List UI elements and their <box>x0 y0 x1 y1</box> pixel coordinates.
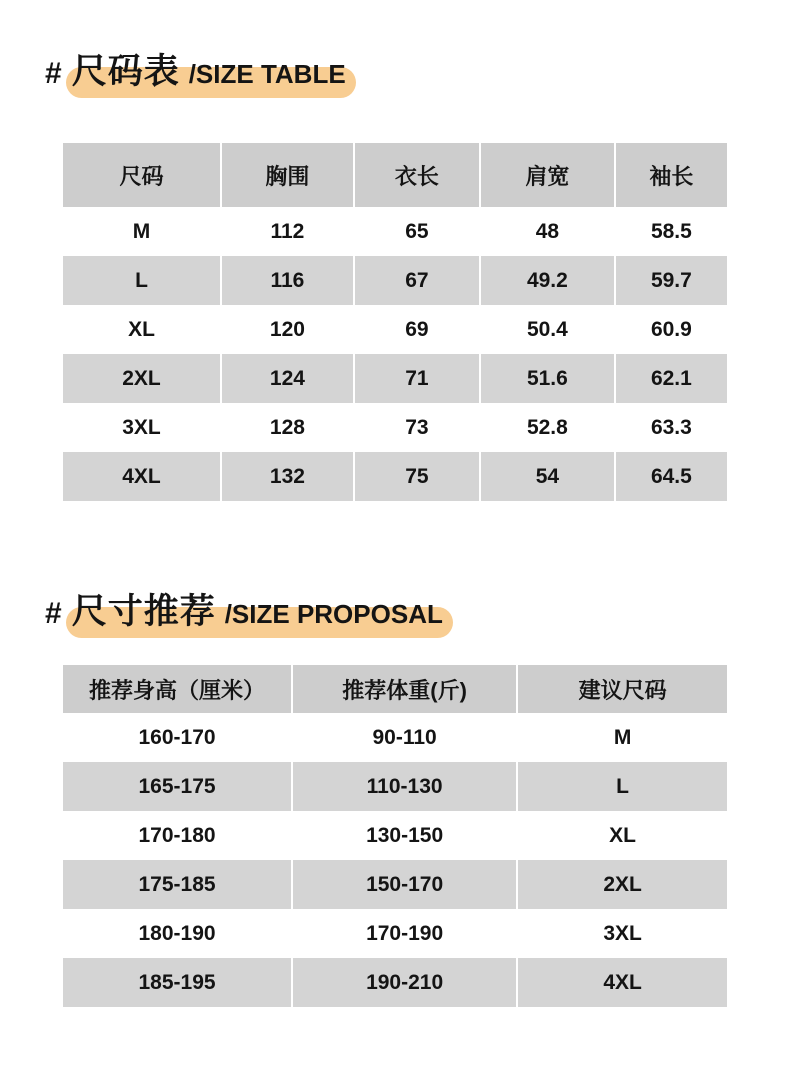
table-row <box>63 403 727 452</box>
header-cell-length: 衣长 <box>354 143 480 207</box>
heading-text-cn: 尺码表 <box>71 52 180 91</box>
table-row <box>63 713 727 762</box>
header-cell-size: 尺码 <box>63 143 221 207</box>
table-cell: 170-190 <box>292 909 517 958</box>
table-row <box>63 354 727 403</box>
table-cell: 67 <box>354 256 480 305</box>
table-cell: 48 <box>480 207 615 256</box>
table-cell: XL <box>128 317 155 341</box>
header-cell-chest: 胸围 <box>221 143 354 207</box>
table-cell: 51.6 <box>480 354 615 403</box>
table-cell: 50.4 <box>480 305 615 354</box>
table-cell: 75 <box>354 452 480 501</box>
size-table-header-row <box>63 143 727 207</box>
table-cell: 124 <box>221 354 354 403</box>
table-cell: 190-210 <box>292 958 517 1007</box>
size-table-heading <box>45 44 346 94</box>
table-row <box>63 762 727 811</box>
table-row <box>63 256 727 305</box>
table-cell: 116 <box>221 256 354 305</box>
table-cell: M <box>517 713 727 762</box>
header-cell-suggested-size: 建议尺码 <box>517 665 727 713</box>
table-cell: 160-170 <box>138 725 216 749</box>
heading-text-en: /SIZE TABLE <box>188 59 346 89</box>
header-cell-height: 推荐身高（厘米） <box>63 665 292 713</box>
table-cell: 2XL <box>63 354 221 403</box>
table-row <box>63 811 727 860</box>
table-cell: 59.7 <box>615 256 727 305</box>
table-cell: 62.1 <box>615 354 727 403</box>
table-row <box>63 909 727 958</box>
proposal-table-header-row <box>63 665 727 713</box>
heading-text-cn: 尺寸推荐 <box>71 592 216 631</box>
table-cell: 64.5 <box>615 452 727 501</box>
table-row <box>63 207 727 256</box>
table-cell: 63.3 <box>615 403 727 452</box>
table-cell: 65 <box>354 207 480 256</box>
highlighted-title <box>72 44 346 94</box>
table-cell: 180-190 <box>138 921 216 945</box>
table-cell: 165-175 <box>63 762 292 811</box>
table-cell: 175-185 <box>63 860 292 909</box>
table-row <box>63 452 727 501</box>
table-cell: 71 <box>354 354 480 403</box>
table-cell: 73 <box>354 403 480 452</box>
table-cell: 4XL <box>517 958 727 1007</box>
table-cell: L <box>63 256 221 305</box>
heading-text-en: /SIZE PROPOSAL <box>224 599 443 629</box>
hash-mark: # <box>45 57 62 90</box>
size-table <box>63 143 727 501</box>
header-cell-sleeve: 袖长 <box>615 143 727 207</box>
table-cell: 170-180 <box>138 823 216 847</box>
table-cell: L <box>517 762 727 811</box>
table-cell: 3XL <box>517 909 727 958</box>
table-cell: 52.8 <box>480 403 615 452</box>
size-proposal-table <box>63 665 727 1007</box>
table-cell: 132 <box>221 452 354 501</box>
table-cell: 110-130 <box>292 762 517 811</box>
header-cell-shoulder: 肩宽 <box>480 143 615 207</box>
table-cell: XL <box>517 811 727 860</box>
table-cell: 2XL <box>517 860 727 909</box>
highlighted-title <box>72 584 443 634</box>
table-cell: 150-170 <box>292 860 517 909</box>
table-cell: 90-110 <box>292 713 517 762</box>
table-row <box>63 305 727 354</box>
size-proposal-heading <box>45 584 443 634</box>
table-cell: M <box>132 219 151 243</box>
table-cell: 54 <box>480 452 615 501</box>
table-cell: 4XL <box>63 452 221 501</box>
table-cell: 60.9 <box>615 305 727 354</box>
table-cell: 128 <box>221 403 354 452</box>
table-row <box>63 958 727 1007</box>
table-cell: 58.5 <box>615 207 727 256</box>
header-cell-weight: 推荐体重(斤) <box>292 665 517 713</box>
table-cell: 49.2 <box>480 256 615 305</box>
table-row <box>63 860 727 909</box>
table-cell: 3XL <box>122 415 161 439</box>
hash-mark: # <box>45 597 62 630</box>
table-cell: 120 <box>221 305 354 354</box>
table-cell: 112 <box>221 207 354 256</box>
table-cell: 130-150 <box>292 811 517 860</box>
table-cell: 185-195 <box>63 958 292 1007</box>
table-cell: 69 <box>354 305 480 354</box>
